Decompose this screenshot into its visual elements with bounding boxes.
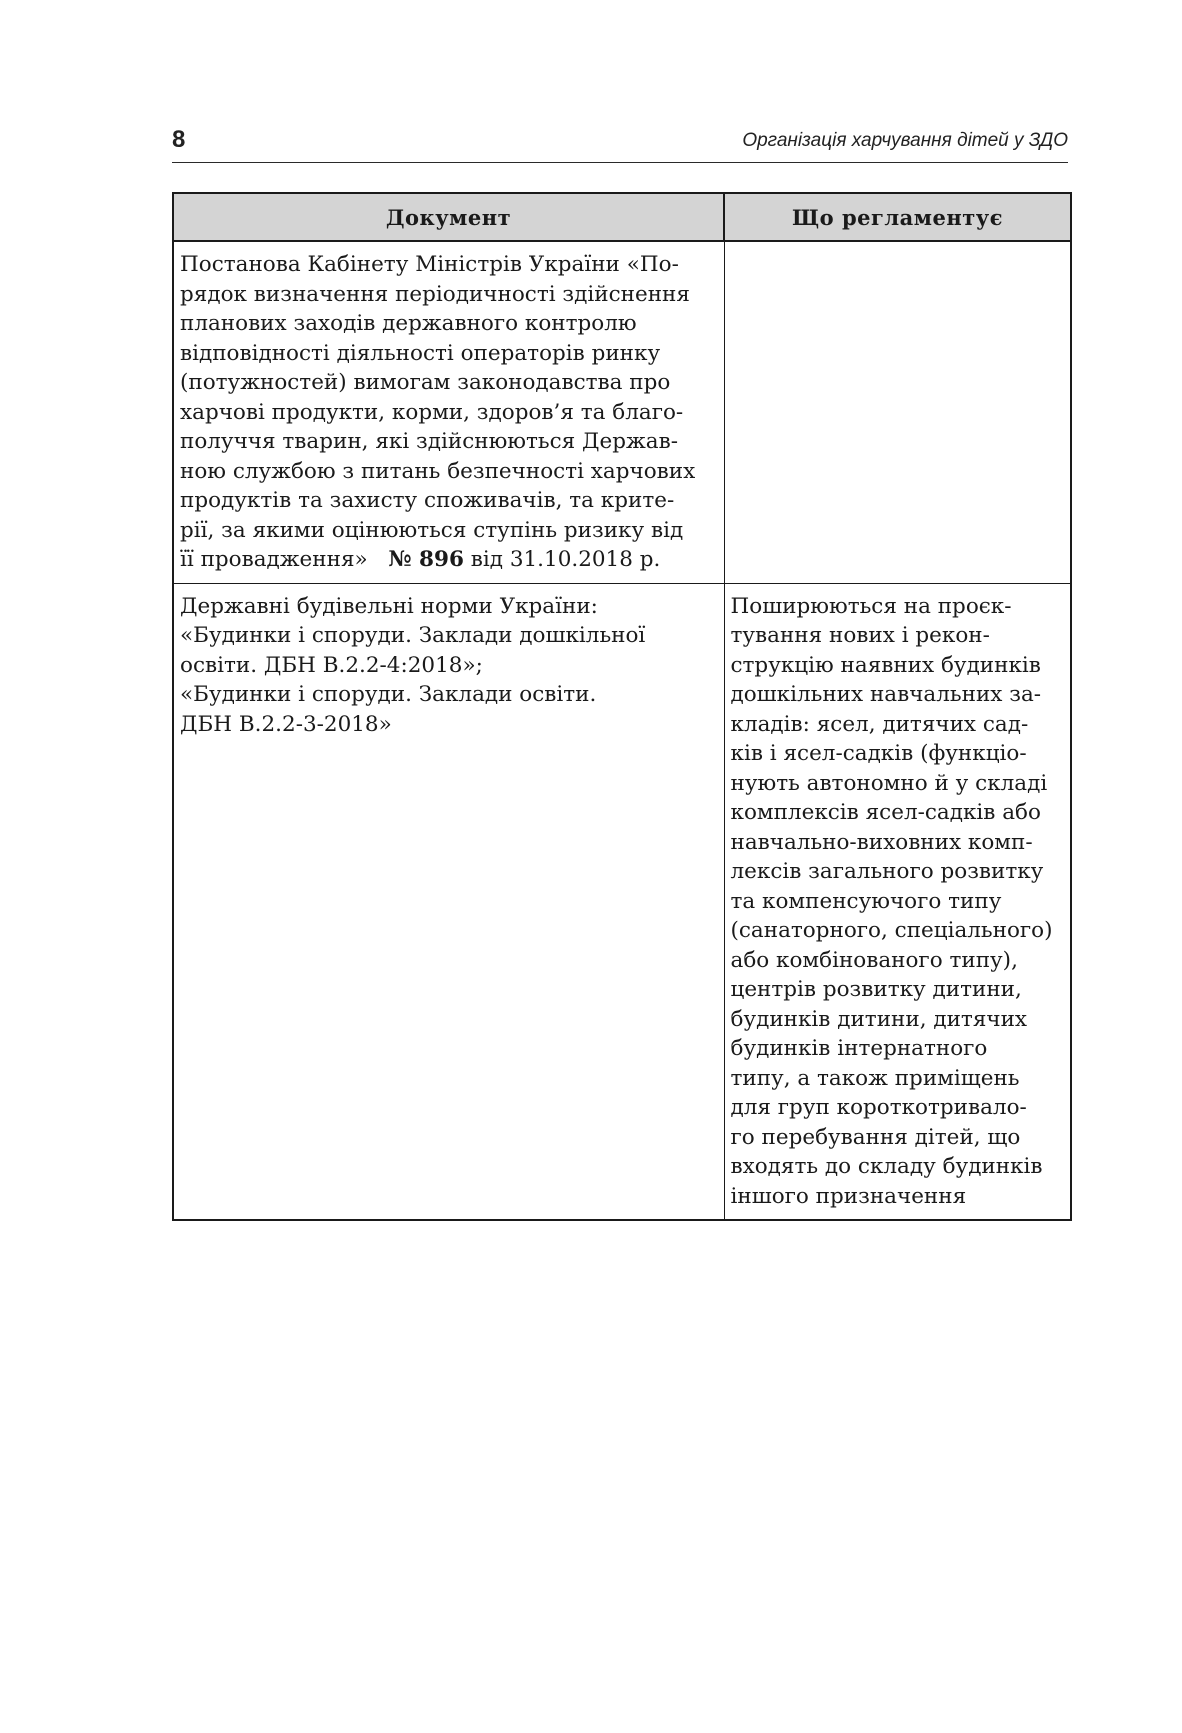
text-line: та компенсуючого типу bbox=[730, 888, 1002, 914]
text-line: планових заходів державного контролю bbox=[180, 311, 637, 336]
document-cell bbox=[173, 241, 724, 583]
text-line: будинків інтернатного bbox=[730, 1036, 988, 1061]
text-line: відповідності діяльності операторів ринку bbox=[180, 340, 661, 366]
table-row bbox=[173, 241, 1071, 583]
text-line: ДБН В.2.2-3-2018» bbox=[180, 711, 392, 737]
text-line: Державні будівельні норми України: bbox=[180, 593, 598, 619]
text-line: харчові продукти, корми, здоров’я та благо- bbox=[180, 399, 684, 425]
table-header-row bbox=[173, 193, 1071, 241]
text-line: дошкільних навчальних за- bbox=[730, 682, 1042, 707]
text-line: нують автономно й у складі bbox=[730, 770, 1048, 796]
text-line: кладів: ясел, дитячих сад- bbox=[730, 711, 1029, 737]
page-number: 8 bbox=[172, 126, 186, 153]
text-line: «Будинки і споруди. Заклади дошкільної bbox=[180, 623, 646, 648]
text-line: «Будинки і споруди. Заклади освіти. bbox=[180, 682, 597, 707]
text-line: (потужностей) вимогам законодавства про bbox=[180, 370, 671, 395]
text-line: типу, а також приміщень bbox=[730, 1065, 1020, 1091]
page-header bbox=[172, 124, 1068, 163]
text-line: (санаторного, спеціального) bbox=[730, 918, 1053, 943]
text-line: будинків дитини, дитячих bbox=[730, 1006, 1028, 1032]
text-line: Постанова Кабінету Міністрів України «По- bbox=[180, 252, 679, 277]
regulates-cell bbox=[724, 241, 1071, 583]
text-line: освіти. ДБН В.2.2-4:2018»; bbox=[180, 652, 483, 678]
document-number: № 896 bbox=[388, 547, 464, 572]
regulates-cell bbox=[724, 583, 1071, 1220]
text-line: навчально-виховних комп- bbox=[730, 829, 1033, 855]
text-line: рії, за якими оцінюються ступінь ризику від bbox=[180, 517, 684, 543]
text-line: струкцію наявних будинків bbox=[730, 652, 1041, 678]
text-line: або комбінованого типу), bbox=[730, 947, 1018, 973]
running-title: Організація харчування дітей у ЗДО bbox=[742, 130, 1068, 151]
text-line: для груп короткотривало- bbox=[730, 1095, 1027, 1120]
text-line: го перебування дітей, що bbox=[730, 1124, 1021, 1150]
text-line: рядок визначення періодичності здійснення bbox=[180, 281, 690, 307]
text-fragment: її провадження» bbox=[180, 547, 368, 572]
document-date: від 31.10.2018 р. bbox=[470, 547, 661, 572]
documents-table bbox=[172, 192, 1072, 1221]
text-line: Поширюються на проєк- bbox=[730, 593, 1012, 619]
text-line: получчя тварин, які здійснюються Держав- bbox=[180, 429, 678, 454]
text-line: центрів розвитку дитини, bbox=[730, 977, 1022, 1002]
text-line: ною службою з питань безпечності харчових bbox=[180, 458, 696, 484]
document-cell bbox=[173, 583, 724, 1220]
text-line: продуктів та захисту споживачів, та крите- bbox=[180, 488, 675, 513]
text-line: тування нових і рекон- bbox=[730, 623, 990, 648]
text-line: комплексів ясел-садків або bbox=[730, 800, 1041, 825]
column-header-document: Документ bbox=[173, 193, 724, 241]
text-line: входять до складу будинків bbox=[730, 1154, 1043, 1179]
table-row bbox=[173, 583, 1071, 1220]
text-line: ків і ясел-садків (функціо- bbox=[730, 741, 1027, 766]
text-line: іншого призначення bbox=[730, 1183, 967, 1209]
text-line: лексів загального розвитку bbox=[730, 859, 1044, 884]
column-header-regulates: Що регламентує bbox=[724, 193, 1071, 241]
text-line bbox=[180, 545, 718, 575]
